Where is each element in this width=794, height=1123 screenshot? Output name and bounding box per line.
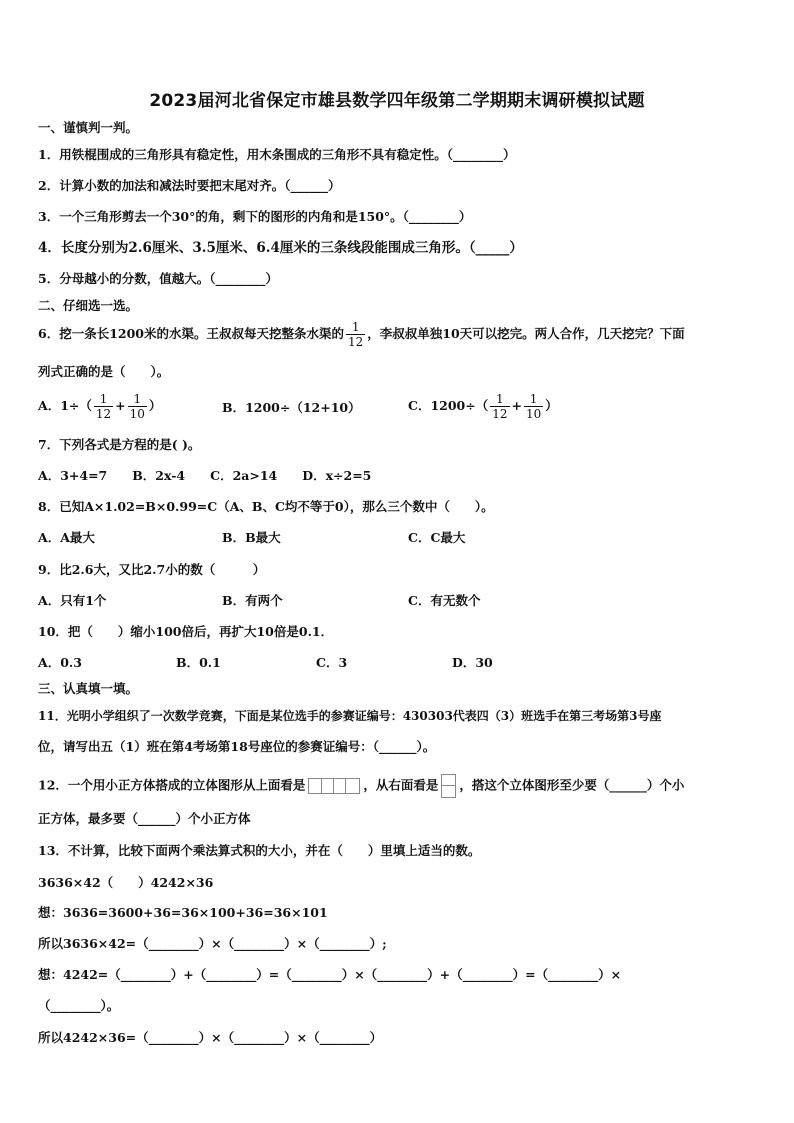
- question-6-line2: 列式正确的是（ ）。: [38, 364, 170, 379]
- question-7-options: A．3+4=7 B．2x-4 C．2a>14 D．x÷2=5: [38, 468, 372, 483]
- section-heading-3: 三、认真填一填。: [38, 681, 139, 696]
- question-13-think-2: 想：4242=（________）+（________）=（________）×（________）+（________）=（________）×: [38, 967, 622, 982]
- question-12-line2: 正方体，最多要（______）个小正方体: [38, 811, 251, 826]
- question-11-line2: 位，请写出五（1）班在第4考场第18号座位的参赛证编号：（______）。: [38, 739, 436, 754]
- question-8-option-a: A．A最大: [38, 530, 95, 545]
- question-6-option-a: A．1÷（ $\frac{1}{12}$ + $\frac{1}{10}$ ）: [38, 392, 162, 421]
- question-13-so-2: 所以4242×36=（________）×（________）×（________）: [38, 1030, 383, 1045]
- question-6-option-c: C．1200÷（ $\frac{1}{12}$ + $\frac{1}{10}$ ）: [408, 392, 558, 421]
- question-6-text-a: 6．挖一条长1200米的水渠。王叔叔每天挖整条水渠的: [38, 326, 344, 341]
- question-10-option-a: A．0.3: [38, 655, 82, 670]
- question-1: 1．用铁棍围成的三角形具有稳定性，用木条围成的三角形不具有稳定性。（________）: [38, 147, 516, 162]
- question-11-line1: 11．光明小学组织了一次数学竞赛，下面是某位选手的参赛证编号：430303代表四（3）班选手在第三考场第3号座: [38, 709, 662, 723]
- question-6: [38, 320, 685, 349]
- question-2: 2．计算小数的加法和减法时要把末尾对齐。（______）: [38, 178, 341, 193]
- question-8: 8．已知A×1.02=B×0.99=C（A、B、C均不等于0），那么三个数中（ ）。: [38, 499, 494, 514]
- question-9: 9．比2.6大，又比2.7小的数（ ）: [38, 562, 266, 577]
- question-8-option-b: B．B最大: [222, 530, 281, 545]
- question-3: 3．一个三角形剪去一个30°的角，剩下的图形的内角和是150°。（________）: [38, 209, 472, 224]
- question-13-think-1: 想：3636=3600+36=36×100+36=36×101: [38, 905, 328, 920]
- question-8-option-c: C．C最大: [408, 530, 466, 545]
- question-9-option-b: B．有两个: [222, 593, 283, 608]
- section-heading-1: 一、谨慎判一判。: [38, 120, 139, 135]
- question-10-option-c: C．3: [316, 655, 348, 670]
- question-6-option-b: B．1200÷（12+10）: [222, 400, 361, 415]
- question-7: 7．下列各式是方程的是( )。: [38, 437, 201, 452]
- right-view-figure: [441, 774, 456, 798]
- question-5: 5．分母越小的分数，值越大。（________）: [38, 271, 278, 286]
- section-heading-2: 二、仔细选一选。: [38, 298, 139, 313]
- question-10: 10．把（ ）缩小100倍后，再扩大10倍是0.1．: [38, 624, 334, 639]
- question-9-option-c: C．有无数个: [408, 593, 481, 608]
- question-13-so-1: 所以3636×42=（________）×（________）×（________）;: [38, 936, 387, 951]
- question-12: 12．一个用小正方体搭成的立体图形从上面看是 ，从右面看是 ，搭这个立体图形至少要（______）个小: [38, 774, 684, 798]
- question-13: 13．不计算，比较下面两个乘法算式积的大小，并在（ ）里填上适当的数。: [38, 843, 481, 858]
- fraction: $\frac{1}{12}$: [348, 320, 364, 349]
- question-10-option-b: B．0.1: [176, 655, 221, 670]
- question-13-think-2-cont: （________）。: [38, 998, 120, 1013]
- page-title: 2023届河北省保定市雄县数学四年级第二学期期末调研模拟试题: [149, 91, 645, 111]
- question-10-option-d: D．30: [452, 655, 493, 670]
- top-view-figure: [308, 778, 360, 794]
- question-9-option-a: A．只有1个: [38, 593, 107, 608]
- question-4: 4．长度分别为2.6厘米、3.5厘米、6.4厘米的三条线段能围成三角形。（_____）: [38, 240, 523, 256]
- question-6-text-b: ，李叔叔单独10天可以挖完。两人合作，几天挖完？下面: [367, 326, 685, 341]
- question-13-compare: 3636×42（ ）4242×36: [38, 875, 214, 890]
